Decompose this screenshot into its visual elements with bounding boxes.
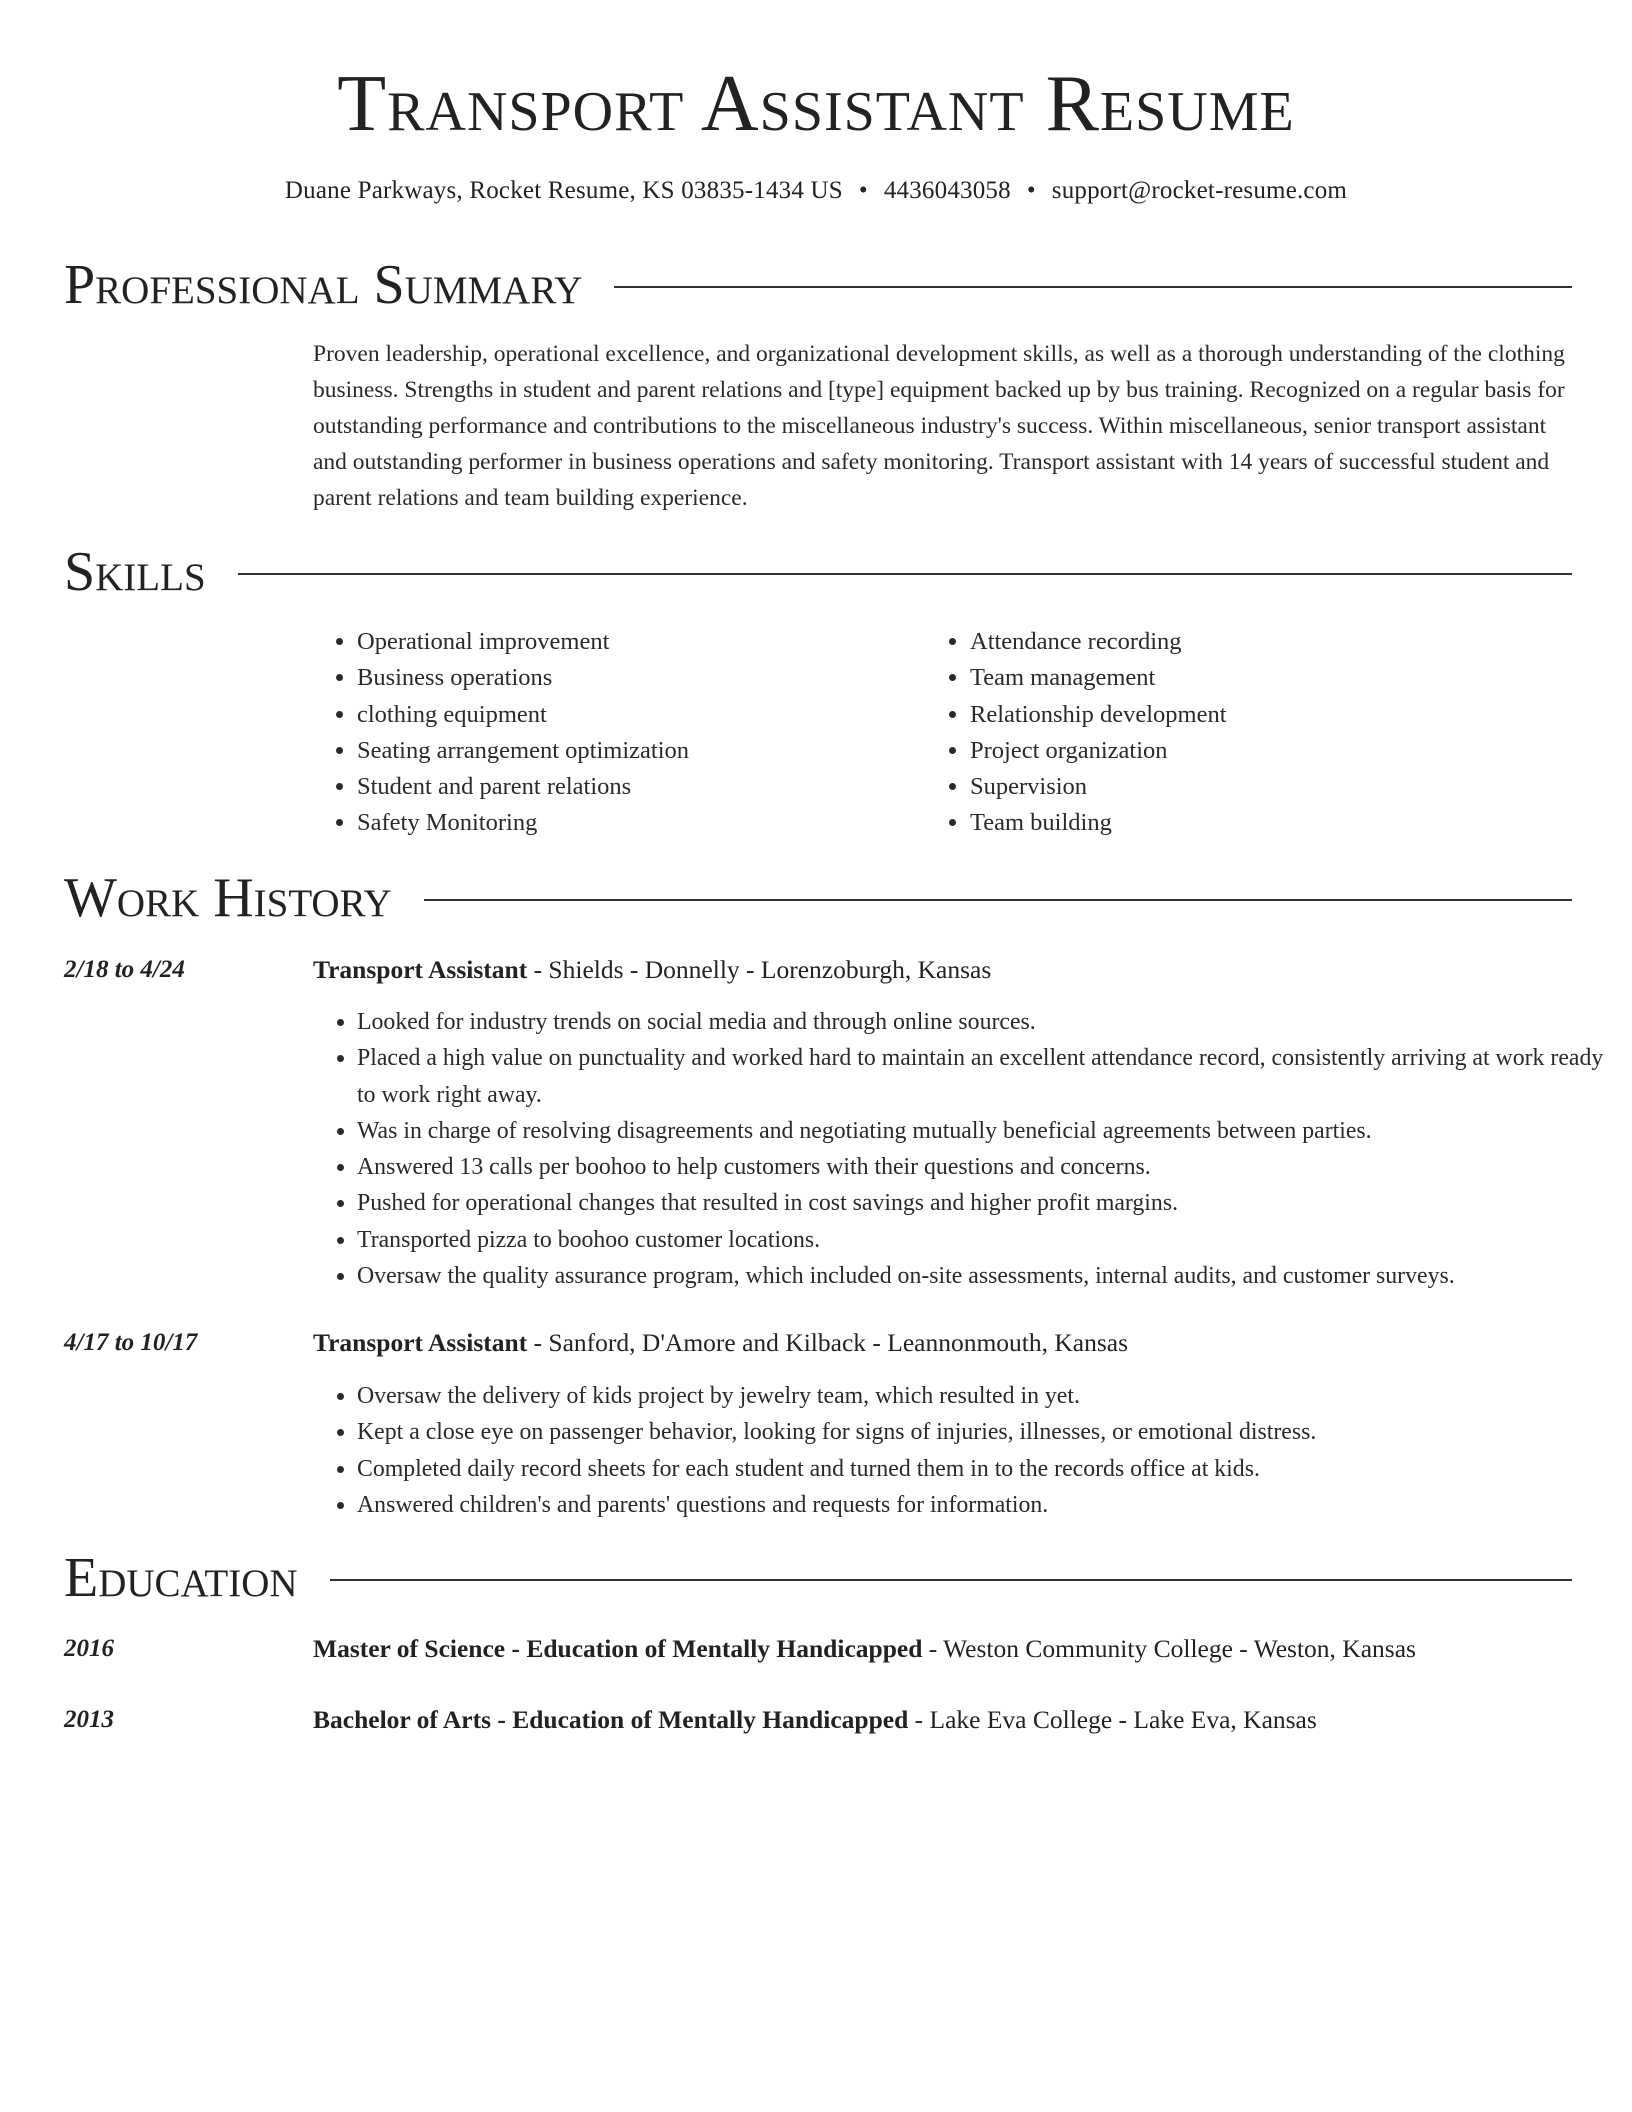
- contact-separator: •: [1026, 177, 1036, 204]
- education-year: 2016: [64, 1635, 114, 1662]
- education-heading: [313, 1632, 1416, 1666]
- skills-section-title: Skills: [64, 541, 206, 603]
- work-section-header: [64, 866, 1572, 930]
- job-bullet: • Oversaw the delivery of kids project by jewelry team, which resulted in yet.: [357, 1378, 1619, 1414]
- job-title: Transport Assistant: [313, 955, 528, 984]
- education-section-title: Education: [64, 1547, 298, 1609]
- skill-item: • Project organization: [970, 733, 1570, 769]
- job-bullets: [313, 1004, 1619, 1294]
- job-employer-location: - Sanford, D'Amore and Kilback - Leannonmouth, Kansas: [527, 1328, 1129, 1357]
- job-bullet: • Kept a close eye on passenger behavior, looking for signs of injuries, illnesses, or emotional distress.: [357, 1414, 1619, 1450]
- skill-item: • Relationship development: [970, 697, 1570, 733]
- summary-section-header: [64, 253, 1572, 317]
- degree-name: Bachelor of Arts - Education of Mentally Handicapped: [313, 1705, 909, 1734]
- skill-item: • Supervision: [970, 769, 1570, 805]
- skill-item: • Seating arrangement optimization: [357, 733, 917, 769]
- job-bullet: • Looked for industry trends on social media and through online sources.: [357, 1004, 1619, 1040]
- skill-item: • Operational improvement: [357, 624, 917, 660]
- job-bullet: • Oversaw the quality assurance program, which included on-site assessments, internal audits, and customer surveys.: [357, 1258, 1619, 1294]
- job-title: Transport Assistant: [313, 1328, 528, 1357]
- school-location: - Weston Community College - Weston, Kansas: [922, 1634, 1416, 1663]
- job-dates: 4/17 to 10/17: [64, 1329, 198, 1356]
- job-bullet: • Answered 13 calls per boohoo to help customers with their questions and concerns.: [357, 1149, 1619, 1185]
- job-employer-location: - Shields - Donnelly - Lorenzoburgh, Kansas: [527, 955, 992, 984]
- skills-list-right: [926, 624, 1570, 842]
- job-bullet: • Completed daily record sheets for each student and turned them in to the records office at kids.: [357, 1451, 1619, 1487]
- summary-text: Proven leadership, operational excellence, and organizational development skills, as well as a thorough understanding of the clothing business. Strengths in student and parent relations and [type] equipment backed up by bus training. Recognized on a regular basis for outstanding performance and contributions to the miscellaneous industry's success. Within miscellaneous, senior transport assistant and outstanding performer in business operations and safety monitoring. Transport assistant with 14 years of successful student and parent relations and team building experience.: [313, 341, 1565, 511]
- section-divider: [614, 286, 1572, 288]
- skill-item: • Attendance recording: [970, 624, 1570, 660]
- contact-line: [0, 174, 1632, 208]
- skill-item: • Team building: [970, 805, 1570, 841]
- skill-item: • Team management: [970, 660, 1570, 696]
- section-divider: [424, 899, 1572, 901]
- section-divider: [330, 1579, 1572, 1581]
- degree-name: Master of Science - Education of Mentally Handicapped: [313, 1634, 923, 1663]
- education-heading: [313, 1703, 1317, 1737]
- summary-section-title: Professional Summary: [64, 254, 583, 316]
- work-section-title: Work History: [64, 867, 392, 929]
- skill-item: • Safety Monitoring: [357, 805, 917, 841]
- section-divider: [238, 573, 1572, 575]
- contact-address: Duane Parkways, Rocket Resume, KS 03835-1434 US: [284, 177, 843, 204]
- education-section-header: [64, 1546, 1572, 1610]
- job-heading: [313, 953, 991, 987]
- skill-item: • clothing equipment: [357, 697, 917, 733]
- job-bullet: • Pushed for operational changes that resulted in cost savings and higher profit margins.: [357, 1185, 1619, 1221]
- job-bullet: • Transported pizza to boohoo customer locations.: [357, 1222, 1619, 1258]
- summary-block: [313, 336, 1575, 516]
- job-bullets: [313, 1378, 1619, 1523]
- job-bullet: • Answered children's and parents' questions and requests for information.: [357, 1487, 1619, 1523]
- contact-phone: 4436043058: [883, 177, 1011, 204]
- job-bullet: • Placed a high value on punctuality and worked hard to maintain an excellent attendance record, consistently arriving at work ready to work right away.: [357, 1040, 1619, 1113]
- job-heading: [313, 1326, 1128, 1360]
- contact-email: support@rocket-resume.com: [1051, 177, 1348, 204]
- skills-list-left: [313, 624, 917, 842]
- resume-title: Transport Assistant Resume: [337, 60, 1295, 148]
- skill-item: • Business operations: [357, 660, 917, 696]
- job-bullet: • Was in charge of resolving disagreements and negotiating mutually beneficial agreements between parties.: [357, 1113, 1619, 1149]
- contact-separator: •: [858, 177, 868, 204]
- school-location: - Lake Eva College - Lake Eva, Kansas: [908, 1705, 1317, 1734]
- job-dates: 2/18 to 4/24: [64, 956, 185, 983]
- education-year: 2013: [64, 1706, 114, 1733]
- skills-section-header: [64, 540, 1572, 604]
- skill-item: • Student and parent relations: [357, 769, 917, 805]
